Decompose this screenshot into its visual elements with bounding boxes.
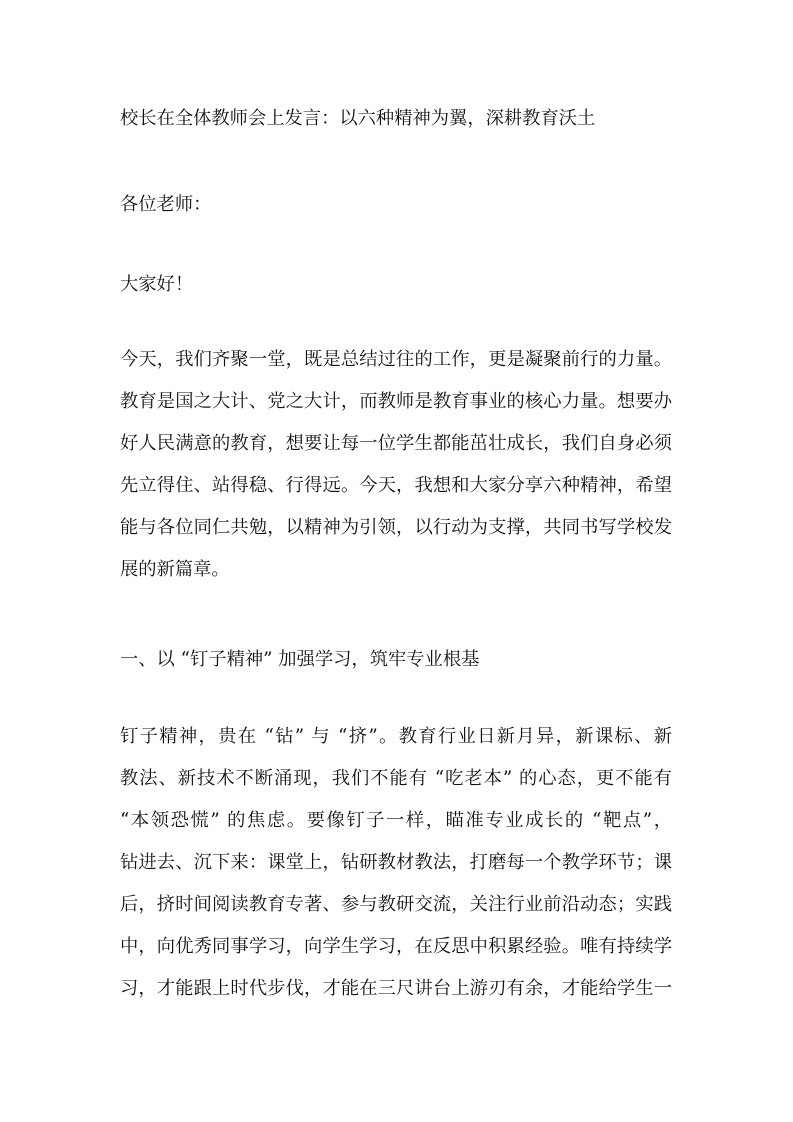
greeting: 大家好！ [120,274,194,295]
section-paragraph [120,716,672,1010]
paragraph-line: 先立得住、站得稳、行得远。今天，我想和大家分享六种精神，希望 [120,475,672,496]
paragraph-line: 后，挤时间阅读教育专著、参与教研交流，关注行业前沿动态；实践 [120,894,672,915]
paragraph-line: 今天，我们齐聚一堂，既是总结过往的工作，更是凝聚前行的力量。 [120,349,672,370]
paragraph-line: 中，向优秀同事学习，向学生学习，在反思中积累经验。唯有持续学 [120,936,672,957]
section-heading: 一、以 “钉子精神” 加强学习，筑牢专业根基 [120,649,480,670]
paragraph-line: 教育是国之大计、党之大计，而教师是教育事业的核心力量。想要办 [120,391,672,412]
paragraph-line: “本领恐慌” 的焦虑。要像钉子一样，瞄准专业成长的 “靶点”， [120,810,672,831]
paragraph-line: 好人民满意的教育，想要让每一位学生都能茁壮成长，我们自身必须 [120,433,672,454]
paragraph-line: 钻进去、沉下来：课堂上，钻研教材教法，打磨每一个教学环节；课 [120,852,672,873]
document-title: 校长在全体教师会上发言：以六种精神为翼，深耕教育沃土 [120,108,596,129]
paragraph-line: 钉子精神，贵在 “钻” 与 “挤”。教育行业日新月异，新课标、新 [120,726,672,747]
paragraph-line: 展的新篇章。 [120,559,230,580]
paragraph-line: 能与各位同仁共勉，以精神为引领，以行动为支撑，共同书写学校发 [120,517,672,538]
intro-paragraph [120,339,672,591]
paragraph-line: 习，才能跟上时代步伐，才能在三尺讲台上游刃有余，才能给学生一 [120,978,672,999]
salutation: 各位老师： [120,194,212,215]
paragraph-line: 教法、新技术不断涌现，我们不能有 “吃老本” 的心态，更不能有 [120,768,672,789]
